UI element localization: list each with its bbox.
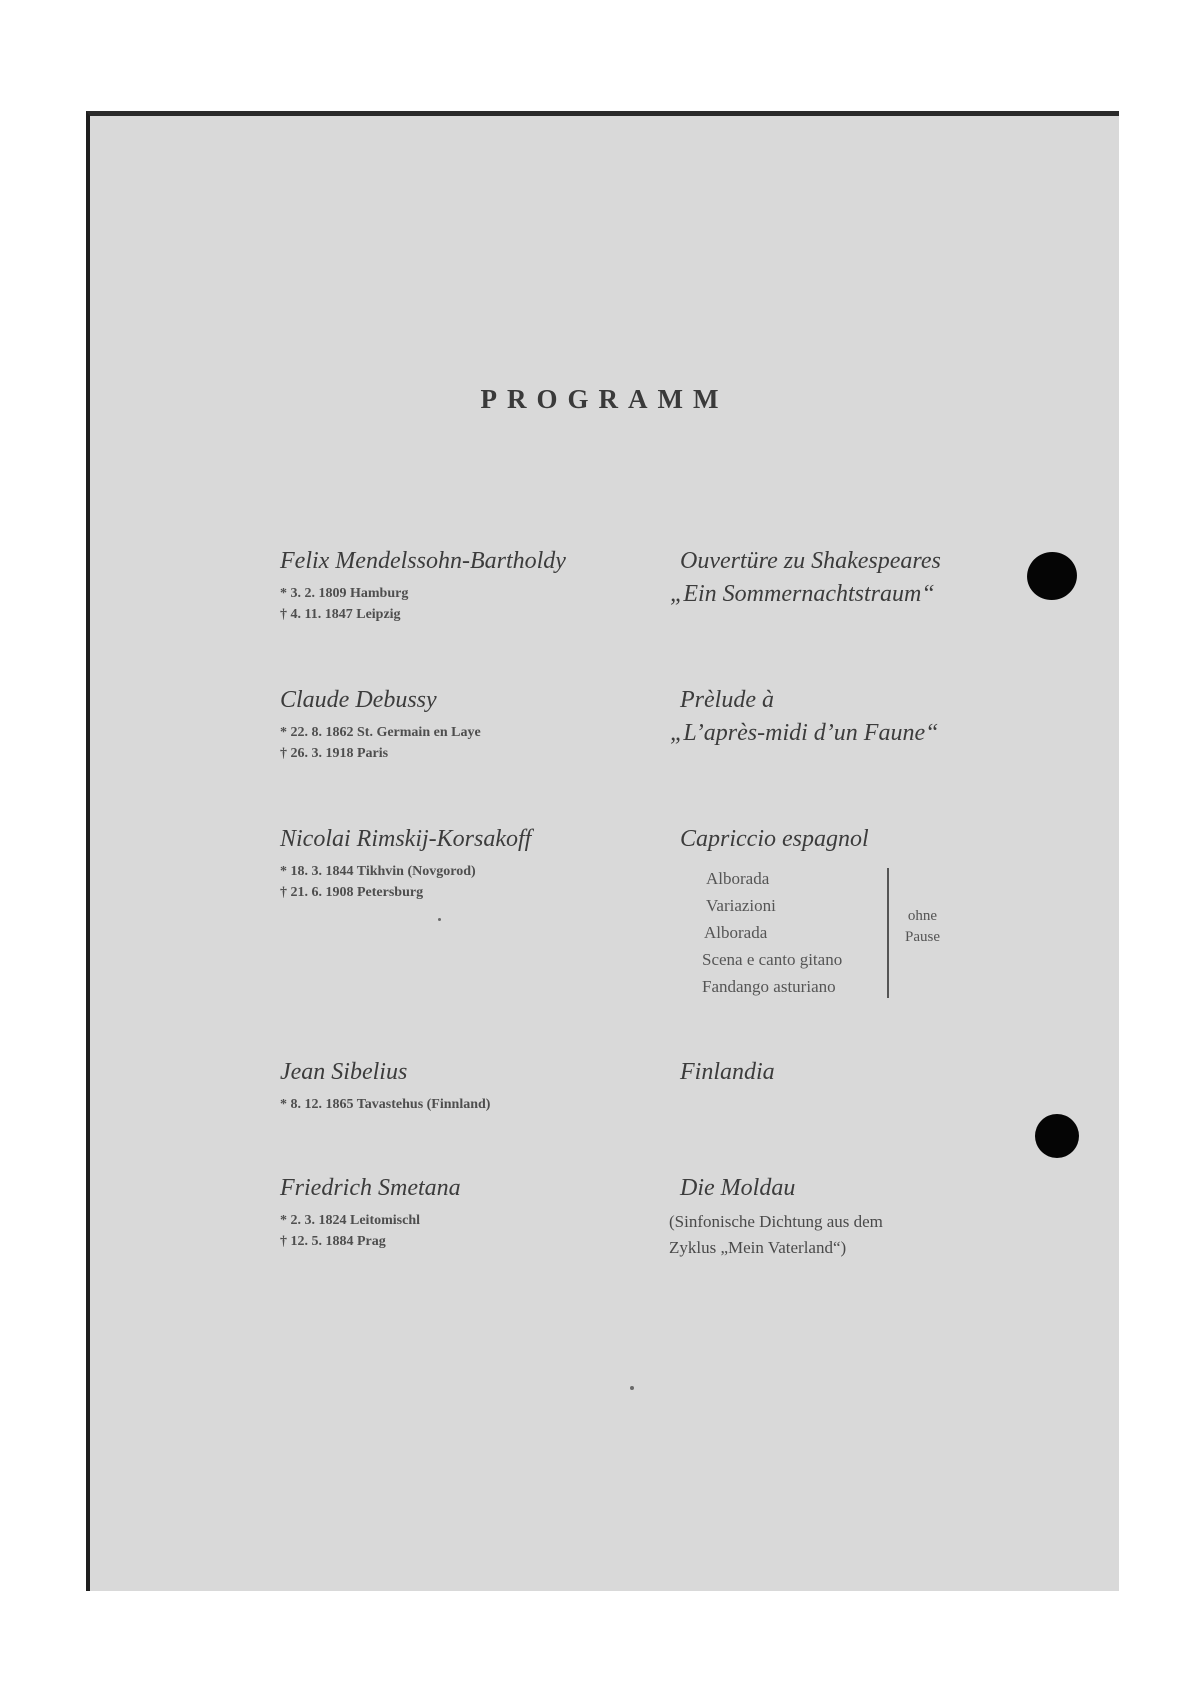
movement: Scena e canto gitano <box>702 950 843 969</box>
work-title-line: Die Moldau <box>680 1175 796 1201</box>
work-title <box>670 1172 795 1205</box>
death-date: † 21. 6. 1908 Petersburg <box>280 885 424 900</box>
death-date: † 12. 5. 1884 Prag <box>280 1234 386 1249</box>
work-title <box>670 1056 775 1089</box>
composer-dates <box>280 722 481 764</box>
work-title-line: Prèlude à <box>680 687 774 713</box>
pause-note-line: ohne <box>907 908 938 924</box>
composer-name: Claude Debussy <box>280 687 437 713</box>
movement: Alborada <box>706 869 770 888</box>
composer-name: Jean Sibelius <box>280 1059 408 1085</box>
composer-name: Felix Mendelssohn-Bartholdy <box>280 548 566 574</box>
program-sheet <box>86 111 1119 1591</box>
movement-list <box>702 865 842 1000</box>
work-description-line: (Sinfonische Dichtung aus dem <box>669 1212 883 1231</box>
paper-speck <box>438 918 441 921</box>
movement: Variazioni <box>706 896 776 915</box>
punch-hole <box>1035 1114 1079 1158</box>
movement: Fandango asturiano <box>702 977 836 996</box>
work-description <box>669 1209 883 1261</box>
death-date: † 4. 11. 1847 Leipzig <box>280 607 401 622</box>
birth-date: * 18. 3. 1844 Tikhvin (Novgorod) <box>280 864 476 879</box>
composer-dates <box>280 583 408 625</box>
pause-note <box>905 906 940 948</box>
work-title-line: Capriccio espagnol <box>680 826 869 852</box>
birth-date: * 3. 2. 1809 Hamburg <box>280 586 409 601</box>
work-title-line: Finlandia <box>680 1059 775 1085</box>
work-title-line: „L’après-midi d’un Faune“ <box>670 720 939 746</box>
work-title <box>670 684 938 750</box>
work-title-line: „Ein Sommernachtstraum“ <box>670 581 935 607</box>
composer-dates <box>280 1210 420 1252</box>
work-title <box>670 823 869 856</box>
work-title-line: Ouvertüre zu Shakespeares <box>680 548 941 574</box>
page-title: PROGRAMM <box>480 384 729 414</box>
composer-dates <box>280 1094 490 1115</box>
composer-name: Friedrich Smetana <box>280 1175 461 1201</box>
movement: Alborada <box>704 923 768 942</box>
death-date: † 26. 3. 1918 Paris <box>280 746 389 761</box>
composer-name: Nicolai Rimskij-Korsakoff <box>280 826 532 852</box>
movement-brace <box>883 868 889 998</box>
punch-hole <box>1023 547 1082 604</box>
birth-date: * 2. 3. 1824 Leitomischl <box>280 1213 420 1228</box>
pause-note-line: Pause <box>905 929 940 945</box>
paper-speck <box>630 1386 634 1390</box>
birth-date: * 22. 8. 1862 St. Germain en Laye <box>280 725 481 740</box>
work-description-line: Zyklus „Mein Vaterland“) <box>669 1238 847 1257</box>
composer-dates <box>280 861 476 903</box>
work-title <box>670 545 941 611</box>
birth-date: * 8. 12. 1865 Tavastehus (Finnland) <box>280 1097 491 1112</box>
